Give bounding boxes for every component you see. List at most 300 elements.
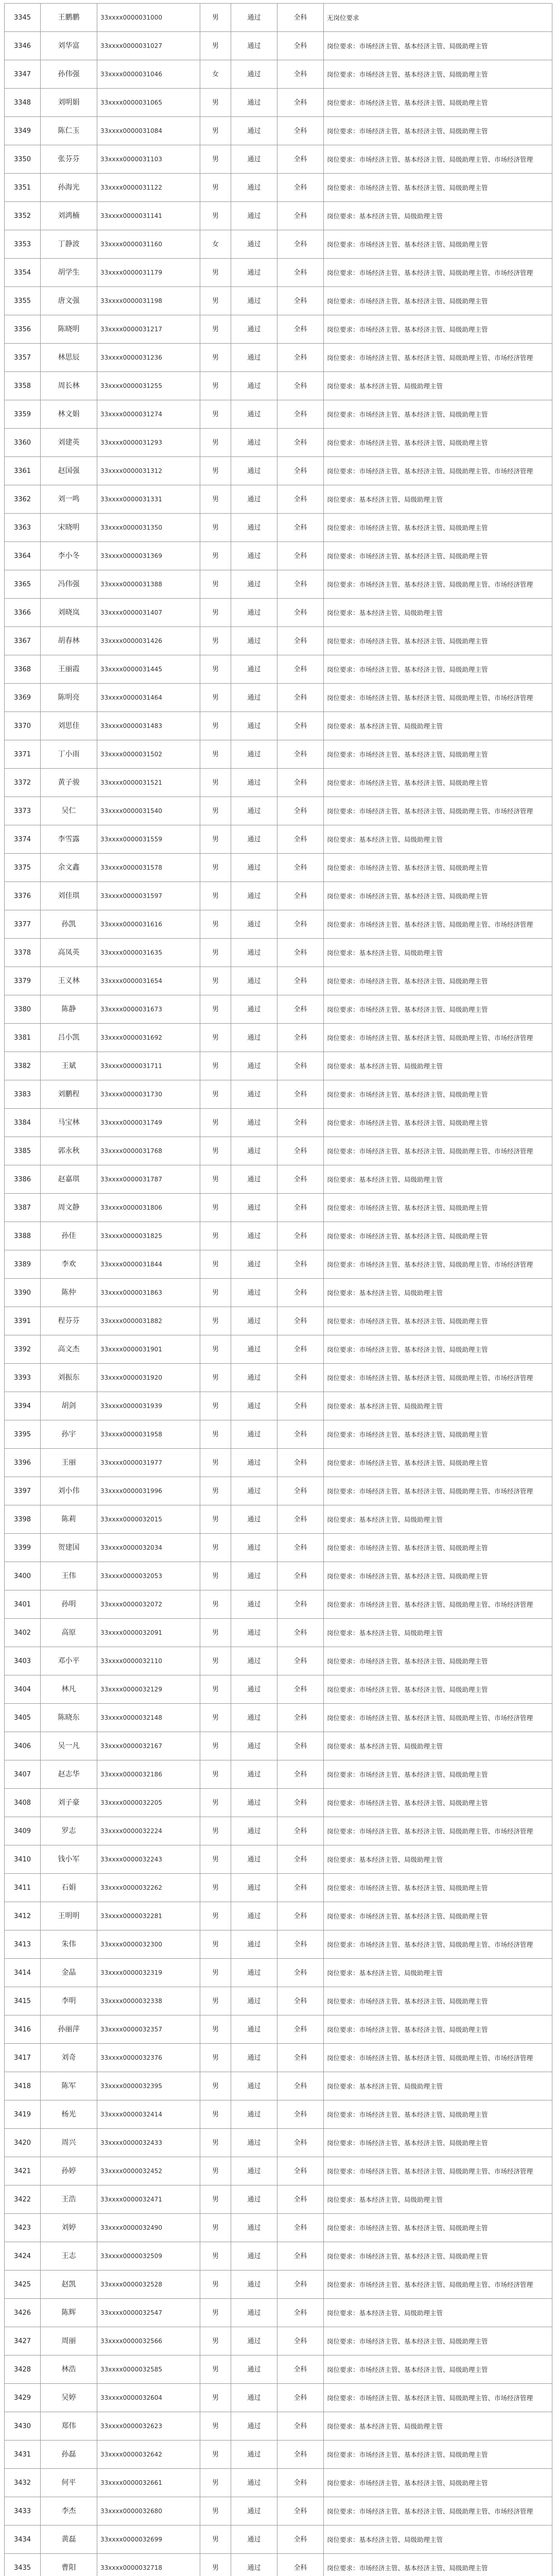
- row-items: 岗位要求：市场经济主管、基本经济主管、局级助理主管、市场经济管理: [324, 1024, 552, 1052]
- row-number: 3412: [5, 1902, 41, 1930]
- row-items: 岗位要求：市场经济主管、基本经济主管、局级助理主管: [324, 2327, 552, 2355]
- row-number: 3345: [5, 4, 41, 32]
- row-sex: 男: [200, 1845, 231, 1874]
- row-number: 3410: [5, 1845, 41, 1874]
- row-number: 3356: [5, 315, 41, 344]
- table-row: [5, 740, 552, 769]
- row-number: 3358: [5, 372, 41, 400]
- row-sex: 男: [200, 2441, 231, 2469]
- row-result: 通过: [231, 259, 277, 287]
- row-sex: 男: [200, 1024, 231, 1052]
- row-result: 通过: [231, 2299, 277, 2327]
- row-result: 通过: [231, 2469, 277, 2497]
- row-name: 刘明娟: [41, 89, 97, 117]
- row-items: 岗位要求：市场经济主管、基本经济主管、局级助理主管、市场经济管理: [324, 570, 552, 599]
- table-row: [5, 145, 552, 174]
- row-type: 全科: [277, 1364, 324, 1392]
- table-row: [5, 2441, 552, 2469]
- row-id-number: 33xxxx0000032452: [97, 2157, 200, 2185]
- table-row: [5, 854, 552, 882]
- row-items: 岗位要求：基本经济主管、局级助理主管: [324, 1732, 552, 1760]
- row-type: 全科: [277, 655, 324, 684]
- row-items: 岗位要求：市场经济主管、基本经济主管、局级助理主管: [324, 1449, 552, 1477]
- row-items: 岗位要求：市场经济主管、基本经济主管、局级助理主管: [324, 32, 552, 60]
- row-result: 通过: [231, 2384, 277, 2412]
- row-sex: 男: [200, 599, 231, 627]
- row-name: 胡剑: [41, 1392, 97, 1420]
- row-id-number: 33xxxx0000032167: [97, 1732, 200, 1760]
- row-type: 全科: [277, 2157, 324, 2185]
- row-result: 通过: [231, 854, 277, 882]
- row-number: 3433: [5, 2497, 41, 2526]
- row-id-number: 33xxxx0000031312: [97, 457, 200, 485]
- row-sex: 男: [200, 627, 231, 655]
- row-id-number: 33xxxx0000031122: [97, 174, 200, 202]
- row-name: 郑伟: [41, 2412, 97, 2441]
- row-number: 3376: [5, 882, 41, 910]
- row-sex: 男: [200, 712, 231, 740]
- row-name: 高凤英: [41, 939, 97, 967]
- row-type: 全科: [277, 2384, 324, 2412]
- row-result: 通过: [231, 1137, 277, 1165]
- row-result: 通过: [231, 1619, 277, 1647]
- row-id-number: 33xxxx0000031000: [97, 4, 200, 32]
- row-result: 通过: [231, 2214, 277, 2242]
- row-type: 全科: [277, 117, 324, 145]
- row-id-number: 33xxxx0000032300: [97, 1930, 200, 1959]
- row-type: 全科: [277, 1024, 324, 1052]
- row-number: 3371: [5, 740, 41, 769]
- row-name: 刘鹏程: [41, 1080, 97, 1109]
- row-number: 3426: [5, 2299, 41, 2327]
- row-result: 通过: [231, 1959, 277, 1987]
- row-items: 无岗位要求: [324, 4, 552, 32]
- row-number: 3402: [5, 1619, 41, 1647]
- row-sex: 男: [200, 1647, 231, 1675]
- table-row: [5, 627, 552, 655]
- row-name: 朱伟: [41, 1930, 97, 1959]
- row-id-number: 33xxxx0000031939: [97, 1392, 200, 1420]
- row-number: 3367: [5, 627, 41, 655]
- row-name: 吴一凡: [41, 1732, 97, 1760]
- row-items: 岗位要求：市场经济主管、基本经济主管、局级助理主管: [324, 2441, 552, 2469]
- row-sex: 男: [200, 2497, 231, 2526]
- row-number: 3352: [5, 202, 41, 230]
- row-items: 岗位要求：市场经济主管、基本经济主管、局级助理主管: [324, 2214, 552, 2242]
- row-name: 陈莉: [41, 1505, 97, 1534]
- table-row: [5, 1052, 552, 1080]
- row-items: 岗位要求：基本经济主管、局级助理主管: [324, 2412, 552, 2441]
- row-id-number: 33xxxx0000031521: [97, 769, 200, 797]
- row-name: 赵凯: [41, 2270, 97, 2299]
- row-id-number: 33xxxx0000031483: [97, 712, 200, 740]
- row-items: 岗位要求：基本经济主管、局级助理主管: [324, 939, 552, 967]
- row-result: 通过: [231, 740, 277, 769]
- row-sex: 男: [200, 1619, 231, 1647]
- row-number: 3414: [5, 1959, 41, 1987]
- table-row: [5, 1137, 552, 1165]
- row-name: 陈明亮: [41, 684, 97, 712]
- row-items: 岗位要求：市场经济主管、基本经济主管、局级助理主管、市场经济管理: [324, 1930, 552, 1959]
- row-items: 岗位要求：市场经济主管、基本经济主管、局级助理主管: [324, 967, 552, 995]
- table-row: [5, 1364, 552, 1392]
- row-number: 3423: [5, 2214, 41, 2242]
- row-name: 林文娟: [41, 400, 97, 429]
- row-result: 通过: [231, 2185, 277, 2214]
- row-number: 3360: [5, 429, 41, 457]
- row-id-number: 33xxxx0000031084: [97, 117, 200, 145]
- row-sex: 男: [200, 2157, 231, 2185]
- table-row: [5, 1080, 552, 1109]
- row-id-number: 33xxxx0000031274: [97, 400, 200, 429]
- row-id-number: 33xxxx0000032015: [97, 1505, 200, 1534]
- row-sex: 男: [200, 740, 231, 769]
- row-number: 3399: [5, 1534, 41, 1562]
- row-items: 岗位要求：市场经济主管、基本经济主管、局级助理主管: [324, 287, 552, 315]
- row-id-number: 33xxxx0000032243: [97, 1845, 200, 1874]
- row-type: 全科: [277, 2441, 324, 2469]
- row-items: 岗位要求：市场经济主管、基本经济主管、局级助理主管: [324, 1760, 552, 1789]
- row-result: 通过: [231, 1704, 277, 1732]
- row-type: 全科: [277, 910, 324, 939]
- row-id-number: 33xxxx0000032414: [97, 2100, 200, 2129]
- row-items: 岗位要求：市场经济主管、基本经济主管、局级助理主管: [324, 400, 552, 429]
- row-type: 全科: [277, 1675, 324, 1704]
- row-number: 3348: [5, 89, 41, 117]
- table-row: [5, 514, 552, 542]
- row-number: 3362: [5, 485, 41, 514]
- row-sex: 男: [200, 372, 231, 400]
- row-result: 通过: [231, 1760, 277, 1789]
- row-id-number: 33xxxx0000032566: [97, 2327, 200, 2355]
- row-name: 刘建英: [41, 429, 97, 457]
- row-result: 通过: [231, 627, 277, 655]
- row-number: 3375: [5, 854, 41, 882]
- row-type: 全科: [277, 2072, 324, 2100]
- row-id-number: 33xxxx0000031160: [97, 230, 200, 259]
- row-number: 3409: [5, 1817, 41, 1845]
- row-number: 3366: [5, 599, 41, 627]
- row-items: 岗位要求：市场经济主管、基本经济主管、局级助理主管: [324, 1902, 552, 1930]
- row-number: 3427: [5, 2327, 41, 2355]
- row-type: 全科: [277, 854, 324, 882]
- row-items: 岗位要求：市场经济主管、基本经济主管、局级助理主管: [324, 2129, 552, 2157]
- row-name: 陈仁玉: [41, 117, 97, 145]
- row-number: 3392: [5, 1335, 41, 1364]
- row-number: 3425: [5, 2270, 41, 2299]
- row-id-number: 33xxxx0000031768: [97, 1137, 200, 1165]
- row-number: 3384: [5, 1109, 41, 1137]
- row-result: 通过: [231, 1222, 277, 1250]
- row-name: 林思辰: [41, 344, 97, 372]
- row-type: 全科: [277, 1222, 324, 1250]
- row-number: 3430: [5, 2412, 41, 2441]
- row-name: 刘华富: [41, 32, 97, 60]
- row-result: 通过: [231, 1590, 277, 1619]
- row-name: 冯伟强: [41, 570, 97, 599]
- row-name: 宋晓明: [41, 514, 97, 542]
- row-id-number: 33xxxx0000031217: [97, 315, 200, 344]
- row-number: 3419: [5, 2100, 41, 2129]
- row-type: 全科: [277, 1760, 324, 1789]
- row-number: 3418: [5, 2072, 41, 2100]
- row-id-number: 33xxxx0000032547: [97, 2299, 200, 2327]
- row-name: 赵志华: [41, 1760, 97, 1789]
- row-sex: 男: [200, 910, 231, 939]
- row-sex: 男: [200, 315, 231, 344]
- row-result: 通过: [231, 1505, 277, 1534]
- row-number: 3346: [5, 32, 41, 60]
- row-number: 3389: [5, 1250, 41, 1279]
- row-result: 通过: [231, 2497, 277, 2526]
- row-type: 全科: [277, 1477, 324, 1505]
- row-sex: 男: [200, 1477, 231, 1505]
- row-id-number: 33xxxx0000031445: [97, 655, 200, 684]
- row-sex: 男: [200, 1279, 231, 1307]
- row-type: 全科: [277, 2469, 324, 2497]
- row-type: 全科: [277, 825, 324, 854]
- row-items: 岗位要求：基本经济主管、局级助理主管: [324, 2185, 552, 2214]
- row-result: 通过: [231, 2554, 277, 2576]
- row-name: 李杰: [41, 2497, 97, 2526]
- row-type: 全科: [277, 2526, 324, 2554]
- row-sex: 男: [200, 1987, 231, 2015]
- row-sex: 男: [200, 2299, 231, 2327]
- row-sex: 男: [200, 174, 231, 202]
- row-number: 3377: [5, 910, 41, 939]
- row-result: 通过: [231, 514, 277, 542]
- table-row: [5, 287, 552, 315]
- table-row: [5, 2412, 552, 2441]
- row-id-number: 33xxxx0000032395: [97, 2072, 200, 2100]
- row-id-number: 33xxxx0000032262: [97, 1874, 200, 1902]
- row-type: 全科: [277, 1789, 324, 1817]
- row-name: 黄磊: [41, 2526, 97, 2554]
- row-id-number: 33xxxx0000031654: [97, 967, 200, 995]
- table-row: [5, 1335, 552, 1364]
- row-type: 全科: [277, 2015, 324, 2044]
- row-sex: 男: [200, 797, 231, 825]
- row-id-number: 33xxxx0000031255: [97, 372, 200, 400]
- table-row: [5, 230, 552, 259]
- row-sex: 男: [200, 1420, 231, 1449]
- row-name: 孙婷: [41, 2157, 97, 2185]
- row-number: 3383: [5, 1080, 41, 1109]
- row-items: 岗位要求：市场经济主管、基本经济主管、局级助理主管、市场经济管理: [324, 797, 552, 825]
- row-sex: 男: [200, 2100, 231, 2129]
- row-items: 岗位要求：市场经济主管、基本经济主管、局级助理主管: [324, 117, 552, 145]
- row-result: 通过: [231, 2441, 277, 2469]
- table-row: [5, 769, 552, 797]
- row-id-number: 33xxxx0000031673: [97, 995, 200, 1024]
- row-id-number: 33xxxx0000032224: [97, 1817, 200, 1845]
- row-items: 岗位要求：市场经济主管、基本经济主管、局级助理主管: [324, 882, 552, 910]
- row-number: 3413: [5, 1930, 41, 1959]
- row-result: 通过: [231, 1987, 277, 2015]
- row-result: 通过: [231, 2100, 277, 2129]
- row-type: 全科: [277, 1732, 324, 1760]
- row-id-number: 33xxxx0000031236: [97, 344, 200, 372]
- row-result: 通过: [231, 32, 277, 60]
- table-row: [5, 882, 552, 910]
- row-result: 通过: [231, 1534, 277, 1562]
- row-sex: 男: [200, 995, 231, 1024]
- table-row: [5, 655, 552, 684]
- row-number: 3359: [5, 400, 41, 429]
- row-type: 全科: [277, 230, 324, 259]
- table-row: [5, 117, 552, 145]
- row-result: 通过: [231, 2157, 277, 2185]
- table-row: [5, 712, 552, 740]
- row-name: 王浩: [41, 2185, 97, 2214]
- row-result: 通过: [231, 882, 277, 910]
- table-row: [5, 32, 552, 60]
- row-result: 通过: [231, 712, 277, 740]
- row-id-number: 33xxxx0000032205: [97, 1789, 200, 1817]
- row-name: 孙宇: [41, 1420, 97, 1449]
- row-name: 高文杰: [41, 1335, 97, 1364]
- table-row: [5, 202, 552, 230]
- table-row: [5, 599, 552, 627]
- row-type: 全科: [277, 967, 324, 995]
- row-items: 岗位要求：市场经济主管、基本经济主管、局级助理主管: [324, 854, 552, 882]
- row-result: 通过: [231, 769, 277, 797]
- row-id-number: 33xxxx0000032129: [97, 1675, 200, 1704]
- row-number: 3369: [5, 684, 41, 712]
- row-items: 岗位要求：市场经济主管、基本经济主管、局级助理主管: [324, 1675, 552, 1704]
- row-items: 岗位要求：市场经济主管、基本经济主管、局级助理主管、市场经济管理: [324, 2044, 552, 2072]
- row-sex: 男: [200, 1562, 231, 1590]
- row-number: 3347: [5, 60, 41, 89]
- table-row: [5, 1902, 552, 1930]
- row-id-number: 33xxxx0000031502: [97, 740, 200, 769]
- table-row: [5, 372, 552, 400]
- row-sex: 男: [200, 259, 231, 287]
- row-items: 岗位要求：市场经济主管、基本经济主管、局级助理主管、市场经济管理: [324, 145, 552, 174]
- table-row: [5, 1845, 552, 1874]
- roster-table: [4, 3, 552, 2576]
- row-number: 3431: [5, 2441, 41, 2469]
- row-items: 岗位要求：市场经济主管、基本经济主管、局级助理主管: [324, 429, 552, 457]
- row-type: 全科: [277, 1902, 324, 1930]
- table-row: [5, 2526, 552, 2554]
- table-row: [5, 1165, 552, 1194]
- row-number: 3390: [5, 1279, 41, 1307]
- row-items: 岗位要求：基本经济主管、局级助理主管: [324, 2526, 552, 2554]
- row-id-number: 33xxxx0000032718: [97, 2554, 200, 2576]
- row-result: 通过: [231, 599, 277, 627]
- table-row: [5, 1449, 552, 1477]
- row-name: 刘子豪: [41, 1789, 97, 1817]
- row-items: 岗位要求：市场经济主管、基本经济主管、局级助理主管: [324, 1420, 552, 1449]
- row-number: 3387: [5, 1194, 41, 1222]
- row-sex: 男: [200, 344, 231, 372]
- row-items: 岗位要求：市场经济主管、基本经济主管、局级助理主管、市场经济管理: [324, 1137, 552, 1165]
- table-row: [5, 2044, 552, 2072]
- row-sex: 男: [200, 655, 231, 684]
- row-name: 郭永秋: [41, 1137, 97, 1165]
- row-id-number: 33xxxx0000032471: [97, 2185, 200, 2214]
- row-number: 3429: [5, 2384, 41, 2412]
- row-items: 岗位要求：基本经济主管、局级助理主管: [324, 485, 552, 514]
- row-number: 3355: [5, 287, 41, 315]
- row-name: 刘振东: [41, 1364, 97, 1392]
- row-type: 全科: [277, 1449, 324, 1477]
- row-type: 全科: [277, 1250, 324, 1279]
- table-row: [5, 1789, 552, 1817]
- row-sex: 男: [200, 1194, 231, 1222]
- row-number: 3407: [5, 1760, 41, 1789]
- row-items: 岗位要求：市场经济主管、基本经济主管、局级助理主管: [324, 1647, 552, 1675]
- row-type: 全科: [277, 1505, 324, 1534]
- row-number: 3386: [5, 1165, 41, 1194]
- row-id-number: 33xxxx0000031844: [97, 1250, 200, 1279]
- row-name: 贺建国: [41, 1534, 97, 1562]
- row-result: 通过: [231, 60, 277, 89]
- row-result: 通过: [231, 1874, 277, 1902]
- row-items: 岗位要求：市场经济主管、基本经济主管、局级助理主管、市场经济管理: [324, 1817, 552, 1845]
- row-number: 3408: [5, 1789, 41, 1817]
- row-type: 全科: [277, 1987, 324, 2015]
- row-items: 岗位要求：市场经济主管、基本经济主管、局级助理主管、市场经济管理: [324, 2384, 552, 2412]
- row-sex: 男: [200, 2327, 231, 2355]
- row-items: 岗位要求：基本经济主管、局级助理主管: [324, 1619, 552, 1647]
- row-type: 全科: [277, 1704, 324, 1732]
- row-id-number: 33xxxx0000031958: [97, 1420, 200, 1449]
- row-number: 3373: [5, 797, 41, 825]
- row-sex: 男: [200, 1222, 231, 1250]
- row-items: 岗位要求：市场经济主管、基本经济主管、局级助理主管、市场经济管理: [324, 259, 552, 287]
- row-name: 刘奇: [41, 2044, 97, 2072]
- row-type: 全科: [277, 570, 324, 599]
- row-type: 全科: [277, 287, 324, 315]
- row-id-number: 33xxxx0000031179: [97, 259, 200, 287]
- row-items: 岗位要求：市场经济主管、基本经济主管、局级助理主管: [324, 2469, 552, 2497]
- row-result: 通过: [231, 1845, 277, 1874]
- row-id-number: 33xxxx0000032490: [97, 2214, 200, 2242]
- table-row: [5, 1109, 552, 1137]
- row-items: 岗位要求：基本经济主管、局级助理主管: [324, 825, 552, 854]
- row-name: 周丽: [41, 2327, 97, 2355]
- row-name: 王志: [41, 2242, 97, 2270]
- row-result: 通过: [231, 2526, 277, 2554]
- table-row: [5, 1477, 552, 1505]
- row-name: 周文静: [41, 1194, 97, 1222]
- table-row: [5, 2497, 552, 2526]
- row-items: 岗位要求：市场经济主管、基本经济主管、局级助理主管: [324, 315, 552, 344]
- row-number: 3364: [5, 542, 41, 570]
- table-row: [5, 2185, 552, 2214]
- row-number: 3405: [5, 1704, 41, 1732]
- row-name: 唐文强: [41, 287, 97, 315]
- row-items: 岗位要求：基本经济主管、局级助理主管: [324, 1959, 552, 1987]
- row-id-number: 33xxxx0000031730: [97, 1080, 200, 1109]
- table-row: [5, 2327, 552, 2355]
- row-number: 3397: [5, 1477, 41, 1505]
- row-items: 岗位要求：市场经济主管、基本经济主管、局级助理主管: [324, 1534, 552, 1562]
- row-result: 通过: [231, 315, 277, 344]
- row-id-number: 33xxxx0000031388: [97, 570, 200, 599]
- row-type: 全科: [277, 457, 324, 485]
- row-items: 岗位要求：市场经济主管、基本经济主管、局级助理主管、市场经济管理: [324, 344, 552, 372]
- row-name: 孙明: [41, 1590, 97, 1619]
- row-name: 邓小平: [41, 1647, 97, 1675]
- row-sex: 男: [200, 2214, 231, 2242]
- row-items: 岗位要求：市场经济主管、基本经济主管、局级助理主管: [324, 1335, 552, 1364]
- row-sex: 男: [200, 1675, 231, 1704]
- row-items: 岗位要求：市场经济主管、基本经济主管、局级助理主管: [324, 89, 552, 117]
- row-name: 孙丽萍: [41, 2015, 97, 2044]
